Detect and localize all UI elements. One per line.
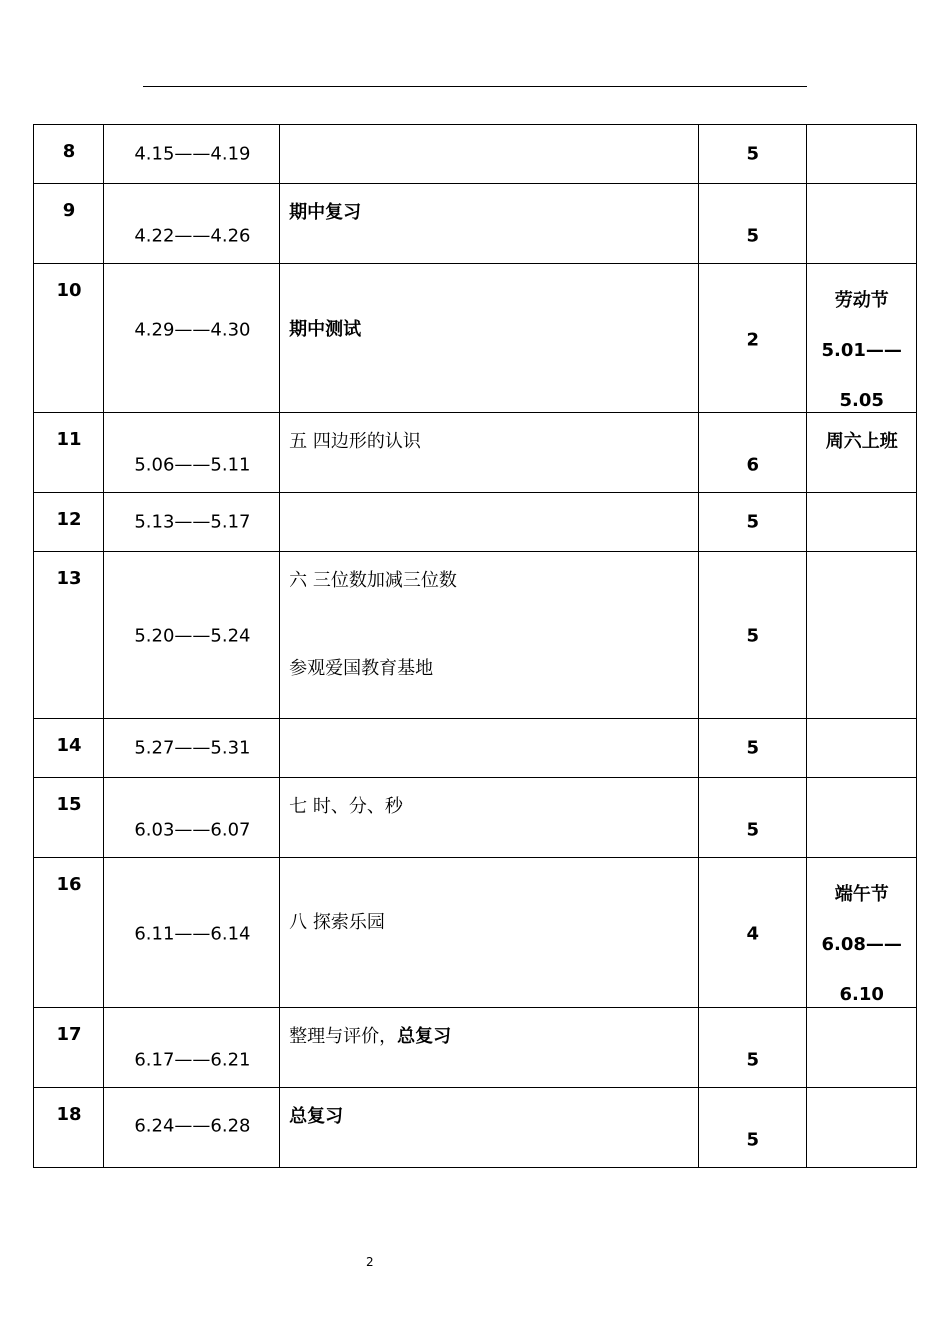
content-cell bbox=[280, 493, 699, 552]
content-bold-text: 期中测试 bbox=[289, 319, 362, 340]
hours-cell bbox=[698, 184, 806, 264]
date-cell bbox=[104, 1008, 280, 1088]
content-text-secondary: 参观爱国教育基地 bbox=[289, 658, 434, 679]
content-text: 八 探索乐园 bbox=[289, 912, 385, 933]
table-row bbox=[34, 1008, 917, 1088]
date-range: 4.22——4.26 bbox=[134, 225, 251, 247]
week-cell bbox=[34, 184, 104, 264]
week-cell bbox=[34, 264, 104, 413]
page-number: 2 bbox=[366, 1255, 374, 1269]
note-cell bbox=[807, 493, 917, 552]
content-cell bbox=[280, 552, 699, 719]
table-row bbox=[34, 264, 917, 413]
date-range: 6.03——6.07 bbox=[134, 819, 251, 841]
table-row bbox=[34, 125, 917, 184]
content-cell bbox=[280, 778, 699, 858]
content-text bbox=[289, 315, 361, 341]
note-text: 周六上班 bbox=[825, 431, 898, 452]
week-cell bbox=[34, 1008, 104, 1088]
holiday-name: 端午节 bbox=[834, 884, 889, 905]
table-row bbox=[34, 1088, 917, 1168]
date-cell bbox=[104, 264, 280, 413]
content-cell bbox=[280, 413, 699, 493]
table-row bbox=[34, 858, 917, 1008]
date-cell bbox=[104, 1088, 280, 1168]
content-cell bbox=[280, 184, 699, 264]
week-cell bbox=[34, 778, 104, 858]
holiday-end: 6.10 bbox=[839, 984, 884, 1005]
week-number: 16 bbox=[56, 874, 82, 895]
week-number: 12 bbox=[56, 509, 82, 530]
content-text: 五 四边形的认识 bbox=[289, 431, 421, 452]
hours-value: 5 bbox=[746, 1129, 759, 1151]
week-number: 13 bbox=[56, 568, 82, 589]
week-number: 15 bbox=[56, 794, 82, 815]
week-cell bbox=[34, 1088, 104, 1168]
holiday-start: 6.08—— bbox=[821, 934, 902, 955]
week-number: 14 bbox=[56, 735, 82, 756]
hours-cell bbox=[698, 1008, 806, 1088]
week-cell bbox=[34, 858, 104, 1008]
hours-value: 5 bbox=[746, 737, 759, 759]
date-range: 4.29——4.30 bbox=[134, 319, 251, 341]
content-cell bbox=[280, 1008, 699, 1088]
hours-value: 5 bbox=[746, 1049, 759, 1071]
date-range: 6.24——6.28 bbox=[134, 1115, 251, 1137]
hours-cell bbox=[698, 552, 806, 719]
holiday-note bbox=[807, 870, 916, 1020]
date-range: 5.06——5.11 bbox=[134, 454, 251, 476]
content-bold-text: 期中复习 bbox=[289, 202, 362, 223]
date-cell bbox=[104, 413, 280, 493]
content-text bbox=[289, 1022, 451, 1048]
content-cell bbox=[280, 125, 699, 184]
note-cell bbox=[807, 184, 917, 264]
week-number: 18 bbox=[56, 1104, 82, 1125]
hours-cell bbox=[698, 1088, 806, 1168]
table-row bbox=[34, 413, 917, 493]
content-text bbox=[289, 1102, 343, 1128]
hours-cell bbox=[698, 264, 806, 413]
holiday-name: 劳动节 bbox=[834, 290, 889, 311]
date-range: 4.15——4.19 bbox=[134, 143, 251, 165]
note-cell bbox=[807, 719, 917, 778]
hours-value: 5 bbox=[746, 819, 759, 841]
date-cell bbox=[104, 184, 280, 264]
content-bold-text: 总复习 bbox=[397, 1026, 452, 1047]
date-cell bbox=[104, 552, 280, 719]
holiday-end: 5.05 bbox=[839, 390, 884, 411]
content-text: 七 时、分、秒 bbox=[289, 796, 403, 817]
hours-cell bbox=[698, 719, 806, 778]
holiday-start: 5.01—— bbox=[821, 340, 902, 361]
week-cell bbox=[34, 493, 104, 552]
week-number: 11 bbox=[56, 429, 82, 450]
hours-cell bbox=[698, 125, 806, 184]
date-range: 5.13——5.17 bbox=[134, 511, 251, 533]
date-range: 5.27——5.31 bbox=[134, 737, 251, 759]
content-cell bbox=[280, 858, 699, 1008]
schedule-table bbox=[33, 124, 917, 1168]
date-cell bbox=[104, 125, 280, 184]
hours-value: 6 bbox=[746, 454, 759, 476]
week-cell bbox=[34, 552, 104, 719]
hours-value: 5 bbox=[746, 143, 759, 165]
table-row bbox=[34, 552, 917, 719]
note-cell bbox=[807, 1008, 917, 1088]
week-cell bbox=[34, 125, 104, 184]
date-cell bbox=[104, 778, 280, 858]
note-cell bbox=[807, 858, 917, 1008]
hours-value: 2 bbox=[746, 329, 759, 351]
hours-value: 5 bbox=[746, 511, 759, 533]
content-cell bbox=[280, 264, 699, 413]
holiday-note bbox=[807, 276, 916, 426]
date-cell bbox=[104, 493, 280, 552]
hours-value: 4 bbox=[746, 923, 759, 945]
hours-value: 5 bbox=[746, 225, 759, 247]
table-row bbox=[34, 719, 917, 778]
week-number: 10 bbox=[56, 280, 82, 301]
hours-cell bbox=[698, 413, 806, 493]
content-cell bbox=[280, 1088, 699, 1168]
hours-cell bbox=[698, 778, 806, 858]
note-cell bbox=[807, 264, 917, 413]
week-number: 8 bbox=[62, 141, 76, 162]
hours-cell bbox=[698, 858, 806, 1008]
hours-cell bbox=[698, 493, 806, 552]
week-cell bbox=[34, 719, 104, 778]
week-number: 17 bbox=[56, 1024, 82, 1045]
table-row bbox=[34, 778, 917, 858]
week-cell bbox=[34, 413, 104, 493]
note-cell bbox=[807, 552, 917, 719]
note-cell bbox=[807, 125, 917, 184]
content-regular-text: 整理与评价， bbox=[289, 1026, 398, 1047]
date-range: 5.20——5.24 bbox=[134, 625, 251, 647]
header-rule bbox=[143, 86, 807, 87]
table-row bbox=[34, 493, 917, 552]
date-range: 6.17——6.21 bbox=[134, 1049, 251, 1071]
week-number: 9 bbox=[62, 200, 76, 221]
date-cell bbox=[104, 858, 280, 1008]
hours-value: 5 bbox=[746, 625, 759, 647]
content-text: 六 三位数加减三位数 bbox=[289, 570, 457, 591]
table-row bbox=[34, 184, 917, 264]
date-range: 6.11——6.14 bbox=[134, 923, 251, 945]
note-cell bbox=[807, 1088, 917, 1168]
content-bold-text: 总复习 bbox=[289, 1106, 344, 1127]
note-cell bbox=[807, 413, 917, 493]
content-cell bbox=[280, 719, 699, 778]
note-cell bbox=[807, 778, 917, 858]
content-text bbox=[289, 198, 361, 224]
date-cell bbox=[104, 719, 280, 778]
